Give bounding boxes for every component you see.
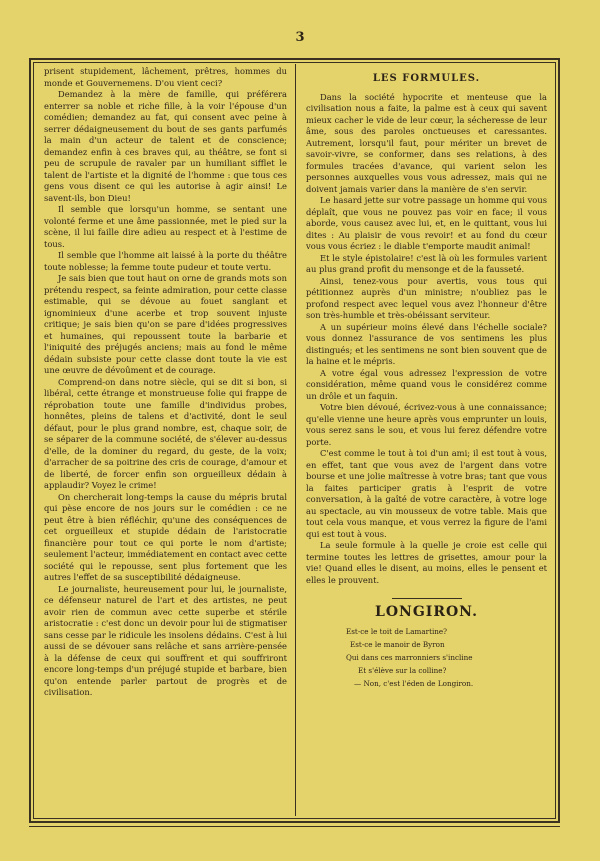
article-heading: LES FORMULES. [372, 73, 481, 84]
paragraph: Comprend-on dans notre siècle, qui se dit si bon, si libéral, cette étrange et monstrueuse folie qui frappe de réprobation toute une famille d'individus probes, honnêtes, pleins de talens et d'activité, dont le seul défaut, pour le plus grand nombre, est, chaque soir, de se séparer de la commune société, de s'élever au-dessus d'elle, de la dominer du regard, du geste, de la voix; d'arracher de sa poitrine des cris de courage, d'amour et de liberté, de forcer enfin son orgueilleux dédain à applaudir? Voyez le crime! [44, 376, 287, 490]
poem-line: Est-ce le toit de Lamartine? [346, 626, 447, 636]
paragraph: Le journaliste, heureusement pour lui, le journaliste, ce défenseur naturel de l'art et des artistes, ne peut avoir rien de commun avec cette superbe et stérile aristocratie : c'est donc un devoir pour lui de stigmatiser sans cesse par le ridicule les insolens dédains. C'est à lui aussi de se dévouer sans relâche et sans arrière-pensée à la défense de ceux qui souffrent et qui souffriront encore long-temps d'un préjugé stupide et barbare, bien qu'on entende parler partout de progrès et de civilisation. [44, 583, 287, 697]
paragraph: La seule formule à la quelle je croie est celle qui termine toutes les lettres de grisettes, amour pour la vie! Quand elles le disent, au moins, elles le pensent et elles le prouvent. [306, 540, 547, 585]
paragraph: Il semble que lorsqu'un homme, se sentant une volonté ferme et une âme passionnée, met le pied sur la scène, il lui faille dire adieu au respect et à l'estime de tous. [44, 204, 287, 249]
paragraph: Le hasard jette sur votre passage un homme qui vous déplaît, que vous ne pouvez pas voir en face; il vous aborde, vous causez avec lui, et, en le quittant, vous lui dites : Au plaisir de vous revoir! et au fond du cœur vous vous écriez : le diable t'emporte maudit animal! [306, 195, 547, 251]
paragraph: prisent stupidement, lâchement, prêtres, hommes du monde et Gouvernemens. D'ou vient ceci? [44, 66, 287, 88]
paragraph: Dans la société hypocrite et menteuse que la civilisation nous a faite, la palme est à ceux qui savent mieux cacher le vide de leur cœur, la sécheresse de leur âme, sous des paroles onctueuses et caressantes. Autrement, lorsqu'il faut, pour mériter un brevet de savoir-vivre, se conformer, dans ses relations, à des formules tracées d'avance, qui varient selon les personnes auxquelles vous vous adressez, mais qui ne doivent jamais varier dans la manière de s'en servir. [306, 91, 547, 194]
poem-line: Qui dans ces marronniers s'incline [346, 652, 473, 662]
poem-title: LONGIRON. [375, 604, 478, 620]
poem [346, 625, 547, 690]
paragraph: A votre égal vous adressez l'expression de votre considération, même quand vous le considérez comme un drôle et un faquin. [306, 367, 547, 401]
paragraph: Et le style épistolaire! c'est là où les formules varient au plus grand profit du mensonge et de la fausseté. [306, 252, 547, 274]
paragraph: Il semble que l'homme ait laissé à la porte du théâtre toute noblesse; la femme toute pudeur et toute vertu. [44, 250, 287, 272]
paragraph: Demandez à la mère de famille, qui préférera enterrer sa noble et riche fille, à la voir l'épouse d'un comédien; demandez au fat, qui consent avec peine à serrer dédaigneusement du bout de ses gants parfumés la main d'un acteur de talent et de conscience; demandez enfin à ces braves qui, au théâtre, se font si peu de scrupule de ravaler par un humiliant sifflet le talent de l'artiste et la dignité de l'homme : que tous ces gens vous disent ce qui les autorise à agir ainsi! Le savent-ils, bon Dieu! [44, 89, 287, 203]
poem-line: Est-ce le manoir de Byron [350, 639, 445, 649]
section-separator [392, 598, 462, 599]
left-column [44, 66, 287, 699]
paragraph: C'est comme le tout à toi d'un ami; il est tout à vous, en effet, tant que vous avez de l'argent dans votre bourse et une jolie maîtresse à votre bras; tant que vous la faites participer gratis à l'esprit de votre conversation, à la gaîté de votre caractère, à votre loge au spectacle, au vin mousseux de votre table. Mais que tout cela vous manque, et vous verrez la figure de l'ami qui est tout à vous. [306, 448, 547, 539]
page-number: 3 [295, 30, 305, 45]
paragraph: Je sais bien que tout haut on orne de grands mots son prétendu respect, sa feinte admiration, pour cette classe estimable, qui se dévoue au fouet sanglant et ignominieux d'une acerbe et trop souvent injuste critique; je sais bien qu'on se pare d'idées progressives et humaines, qui repoussent toute la barbarie et l'iniquité des préjugés anciens; mais au fond le même dédain subsiste pour cette classe dont toute la vie est une œuvre de dévoûment et de courage. [44, 273, 287, 375]
paragraph: Ainsi, tenez-vous pour avertis, vous tous qui pétitionnez auprès d'un ministre; n'oubliez pas le profond respect avec lequel vous avez l'honneur d'être son très-humble et très-obéissant serviteur. [306, 275, 547, 320]
poem-line: — Non, c'est l'éden de Longiron. [354, 678, 474, 688]
bottom-rule [29, 826, 560, 827]
poem-line: Et s'élève sur la colline? [358, 665, 447, 675]
right-column [306, 66, 547, 690]
paragraph: Votre bien dévoué, écrivez-vous à une connaissance; qu'elle vienne une heure après vous emprunter un louis, vous serez sans le sou, et vous lui ferez défendre votre porte. [306, 402, 547, 447]
paragraph: On chercherait long-temps la cause du mépris brutal qui pèse encore de nos jours sur le comédien : ce ne peut être à bien réfléchir, qu'une des conséquences de cet orgueilleux et stupide dédain de l'aristocratie financière pour tout ce qui porte le nom d'artiste; seulement l'acteur, immédiatement en contact avec cette société qui le repousse, sent plus fortement que les autres l'effet de sa susceptibilité dédaigneuse. [44, 491, 287, 582]
column-divider [295, 64, 296, 816]
paragraph: A un supérieur moins élevé dans l'échelle sociale? vous donnez l'assurance de vos sentimens les plus distingués; et les sentimens ne sont bien souvent que de la haine et le mépris. [306, 321, 547, 366]
